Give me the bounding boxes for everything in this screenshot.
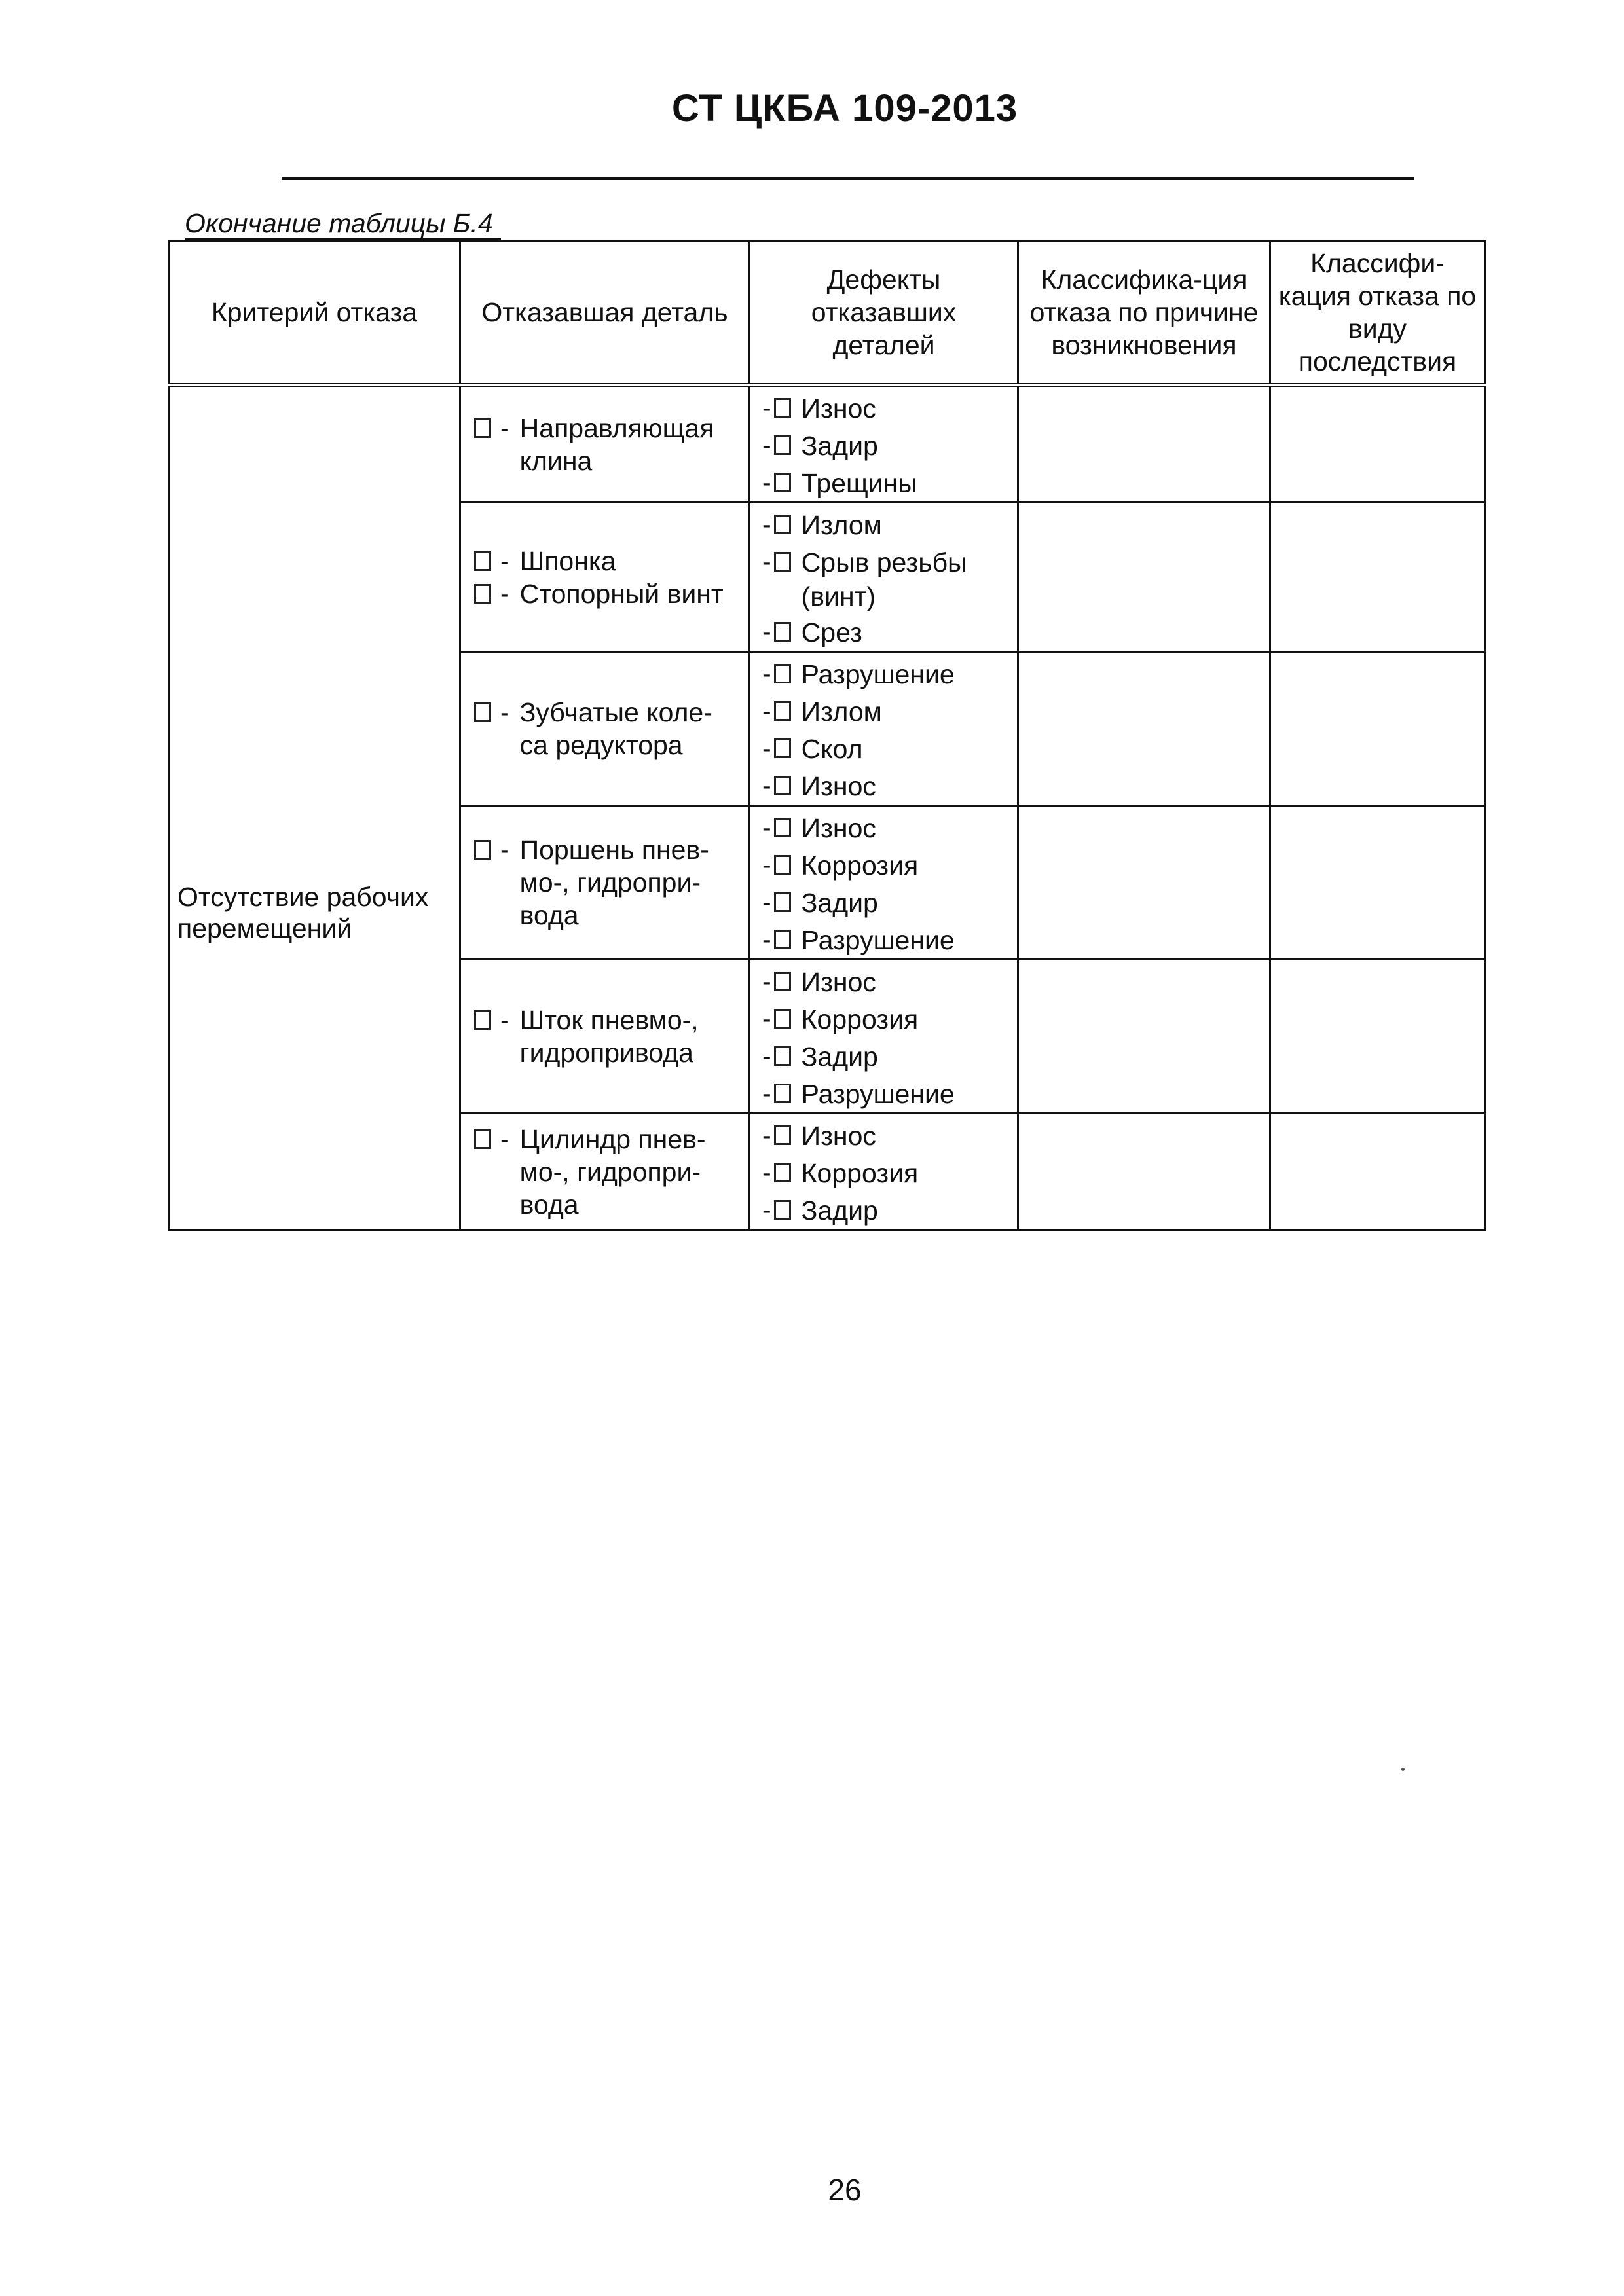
checkbox-icon[interactable]	[774, 818, 791, 837]
defect-item	[762, 543, 1010, 613]
defect-label: Трещины	[801, 468, 917, 498]
defect-item	[762, 1075, 1010, 1112]
defect-label: Разрушение	[801, 1079, 955, 1109]
document-code-header: СТ ЦКБА 109-2013	[671, 87, 1018, 130]
scan-speck	[1401, 1768, 1405, 1771]
defect-label: Коррозия	[801, 1004, 919, 1034]
dash-separator: -	[500, 835, 509, 865]
defect-item	[762, 693, 1010, 730]
table-caption: Окончание таблицы Б.4	[185, 208, 501, 240]
checkbox-icon[interactable]	[774, 1084, 791, 1103]
dash-separator: -	[500, 1123, 509, 1154]
dash-separator: -	[762, 924, 771, 955]
defect-label: Срыв резьбы (винт)	[801, 547, 967, 611]
consequence-classification-cell[interactable]	[1270, 385, 1485, 503]
dash-separator: -	[762, 696, 771, 726]
dash-separator: -	[762, 1041, 771, 1071]
defect-item	[762, 730, 1010, 767]
defect-item	[762, 767, 1010, 805]
dash-separator: -	[762, 733, 771, 763]
dash-separator: -	[762, 966, 771, 996]
failed-part-cell	[460, 960, 750, 1114]
defect-item	[762, 847, 1010, 884]
cause-classification-cell[interactable]	[1018, 652, 1270, 806]
checkbox-icon[interactable]	[774, 664, 791, 683]
defect-label: Разрушение	[801, 925, 955, 955]
failed-part-label: Стопорный винт	[519, 578, 724, 609]
defect-label: Коррозия	[801, 1158, 919, 1188]
defect-label: Задир	[801, 1042, 878, 1072]
failed-part-cell	[460, 1114, 750, 1230]
checkbox-icon[interactable]	[774, 972, 791, 991]
defect-item	[762, 884, 1010, 921]
table-header-row	[169, 241, 1485, 386]
column-header: Классифика-ция отказа по причине возникновения	[1018, 241, 1270, 386]
checkbox-icon[interactable]	[474, 584, 491, 604]
failed-part-item	[474, 833, 741, 932]
checkbox-icon[interactable]	[774, 515, 791, 534]
dash-separator: -	[762, 812, 771, 843]
checkbox-icon[interactable]	[474, 702, 491, 722]
dash-separator: -	[762, 393, 771, 423]
dash-separator: -	[762, 1120, 771, 1150]
dash-separator: -	[762, 547, 771, 577]
defect-item	[762, 506, 1010, 543]
failed-part-item	[474, 1004, 741, 1069]
defect-item	[762, 1192, 1010, 1229]
defects-cell	[750, 1114, 1018, 1230]
checkbox-icon[interactable]	[474, 1010, 491, 1030]
failed-part-cell	[460, 385, 750, 503]
failed-part-item	[474, 696, 741, 761]
cause-classification-cell[interactable]	[1018, 503, 1270, 652]
cause-classification-cell[interactable]	[1018, 385, 1270, 503]
defect-label: Разрушение	[801, 659, 955, 689]
defects-cell	[750, 503, 1018, 652]
dash-separator: -	[762, 1004, 771, 1034]
checkbox-icon[interactable]	[774, 435, 791, 455]
failed-part-cell	[460, 806, 750, 960]
defect-item	[762, 464, 1010, 501]
consequence-classification-cell[interactable]	[1270, 1114, 1485, 1230]
defect-item	[762, 390, 1010, 427]
dash-separator: -	[762, 509, 771, 539]
dash-separator: -	[500, 697, 509, 727]
defect-label: Задир	[801, 1195, 878, 1226]
checkbox-icon[interactable]	[774, 701, 791, 721]
failure-criterion-cell	[169, 385, 460, 1230]
failed-part-label: Направляющая клина	[519, 412, 714, 476]
defect-item	[762, 1000, 1010, 1038]
column-header: Критерий отказа	[169, 241, 460, 386]
table-row	[169, 385, 1485, 503]
defect-item	[762, 427, 1010, 464]
defect-item	[762, 963, 1010, 1000]
defect-label: Износ	[801, 771, 876, 801]
failed-part-label: Поршень пнев-мо-, гидропри-вода	[519, 835, 709, 930]
checkbox-icon[interactable]	[474, 418, 491, 438]
defect-label: Излом	[801, 697, 882, 727]
defect-label: Срез	[801, 617, 862, 647]
checkbox-icon[interactable]	[774, 1009, 791, 1029]
checkbox-icon[interactable]	[774, 776, 791, 795]
failed-part-item	[474, 412, 741, 477]
defect-item	[762, 655, 1010, 693]
dash-separator: -	[762, 850, 771, 880]
checkbox-icon[interactable]	[774, 892, 791, 912]
defect-item	[762, 1038, 1010, 1075]
checkbox-icon[interactable]	[774, 1125, 791, 1145]
checkbox-icon[interactable]	[774, 930, 791, 949]
cause-classification-cell[interactable]	[1018, 1114, 1270, 1230]
dash-separator: -	[762, 771, 771, 801]
defects-cell	[750, 385, 1018, 503]
checkbox-icon[interactable]	[474, 840, 491, 860]
column-header: Классифи-кация отказа по виду последствия	[1270, 241, 1485, 386]
dash-separator: -	[500, 412, 509, 443]
defect-item	[762, 1117, 1010, 1154]
checkbox-icon[interactable]	[774, 398, 791, 418]
defect-label: Износ	[801, 813, 876, 843]
defect-label: Излом	[801, 510, 882, 540]
consequence-classification-cell[interactable]	[1270, 806, 1485, 960]
dash-separator: -	[762, 617, 771, 647]
defect-label: Скол	[801, 734, 863, 764]
checkbox-icon[interactable]	[774, 473, 791, 492]
header-rule	[282, 177, 1414, 180]
failed-part-cell	[460, 503, 750, 652]
checkbox-icon[interactable]	[774, 738, 791, 758]
dash-separator: -	[762, 1195, 771, 1225]
dash-separator: -	[762, 1157, 771, 1188]
consequence-classification-cell[interactable]	[1270, 960, 1485, 1114]
dash-separator: -	[500, 545, 509, 576]
failure-criterion-text: Отсутствие рабочих перемещений	[177, 882, 429, 943]
checkbox-icon[interactable]	[774, 855, 791, 875]
consequence-classification-cell[interactable]	[1270, 503, 1485, 652]
dash-separator: -	[762, 467, 771, 498]
table-body	[169, 385, 1485, 1230]
defect-label: Износ	[801, 393, 876, 424]
failed-part-label: Шток пневмо-, гидропривода	[519, 1005, 699, 1068]
dash-separator: -	[762, 659, 771, 689]
failed-part-item	[474, 577, 741, 610]
consequence-classification-cell[interactable]	[1270, 652, 1485, 806]
checkbox-icon[interactable]	[474, 1129, 491, 1149]
failed-part-item	[474, 545, 741, 577]
checkbox-icon[interactable]	[774, 552, 791, 572]
checkbox-icon[interactable]	[774, 622, 791, 642]
defect-item	[762, 921, 1010, 958]
column-header: Дефекты отказавших деталей	[750, 241, 1018, 386]
column-header: Отказавшая деталь	[460, 241, 750, 386]
defects-cell	[750, 806, 1018, 960]
dash-separator: -	[762, 887, 771, 917]
failed-part-label: Цилиндр пнев-мо-, гидропри-вода	[519, 1123, 706, 1220]
checkbox-icon[interactable]	[774, 1163, 791, 1182]
page-number: 26	[828, 2173, 862, 2207]
defect-item	[762, 613, 1010, 651]
defect-label: Задир	[801, 888, 878, 918]
checkbox-icon[interactable]	[774, 1046, 791, 1066]
defects-cell	[750, 960, 1018, 1114]
defect-label: Коррозия	[801, 850, 919, 881]
defects-cell	[750, 652, 1018, 806]
failure-classification-table	[168, 240, 1486, 1231]
defect-item	[762, 1154, 1010, 1192]
dash-separator: -	[500, 1005, 509, 1035]
defect-item	[762, 809, 1010, 847]
failed-part-label: Шпонка	[519, 545, 616, 576]
checkbox-icon[interactable]	[474, 551, 491, 571]
failed-part-cell	[460, 652, 750, 806]
failed-part-label: Зубчатые коле-са редуктора	[519, 697, 712, 760]
failed-part-item	[474, 1123, 741, 1221]
cause-classification-cell[interactable]	[1018, 806, 1270, 960]
dash-separator: -	[762, 430, 771, 460]
dash-separator: -	[762, 1078, 771, 1108]
defect-label: Износ	[801, 967, 876, 997]
defect-label: Задир	[801, 431, 878, 461]
defect-label: Износ	[801, 1121, 876, 1151]
checkbox-icon[interactable]	[774, 1200, 791, 1220]
dash-separator: -	[500, 578, 509, 609]
cause-classification-cell[interactable]	[1018, 960, 1270, 1114]
